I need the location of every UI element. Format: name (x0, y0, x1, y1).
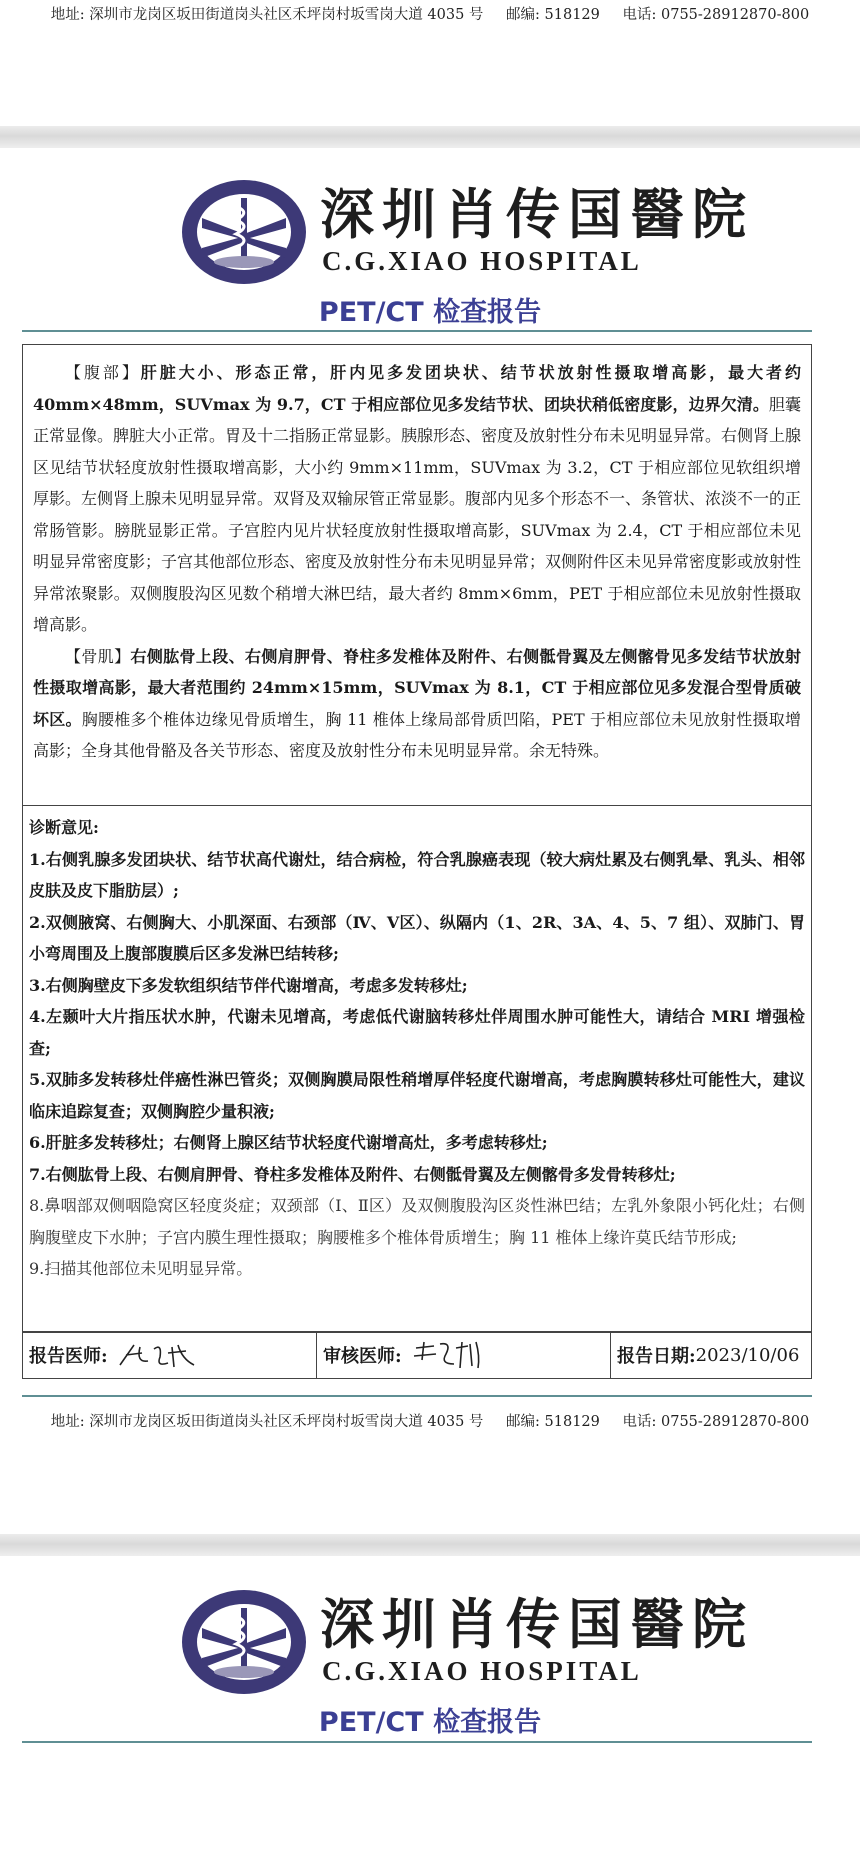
hospital-header (0, 1578, 860, 1743)
phone: 电话: 0755-28912870-800 (622, 1414, 810, 1430)
abdomen-key-findings: 肝脏大小、形态正常，肝内见多发团块状、结节状放射性摄取增高影，最大者约 40mm×48mm，SUVmax 为 9.7，CT 于相应部位见多发结节状、团块状稍低密度影，边界欠清。 (33, 363, 801, 414)
hospital-name-cn: 深圳肖传国醫院 (320, 1592, 754, 1656)
signature-row (22, 1331, 812, 1379)
diagnosis-heading: 诊断意见: (29, 818, 99, 837)
bone-other-findings: 胸腰椎多个椎体边缘见骨质增生，胸 11 椎体上缘局部骨质凹陷，PET 于相应部位未见放射性摄取增高影；全身其他骨骼及各关节形态、密度及放射性分布未见明显异常。余无特殊。 (33, 709, 801, 760)
footer-divider (22, 1395, 812, 1397)
diagnosis-item: 2.双侧腋窝、右侧胸大、小肌深面、右颈部（Ⅳ、Ⅴ区）、纵隔内（1、2R、3A、4、5、7 组）、双肺门、胃小弯周围及上腹部腹膜后区多发淋巴结转移; (29, 912, 805, 963)
address-bar-bottom (0, 1410, 860, 1431)
report-doctor-label: 报告医师: (29, 1346, 108, 1367)
report-date: 2023/10/06 (695, 1344, 800, 1366)
review-doctor-cell (317, 1332, 611, 1378)
bone-key-findings: 右侧肱骨上段、右侧肩胛骨、脊柱多发椎体及附件、右侧骶骨翼及左侧髂骨见多发结节状放射性摄取增高影，最大者范围约 24mm×15mm，SUVmax 为 8.1，CT 于相应部位见多发混合型骨质破坏区。 (33, 646, 801, 729)
review-doctor-signature-icon (410, 1338, 486, 1372)
report-title: PET/CT 检查报告 (318, 1707, 542, 1738)
hospital-logo-icon (180, 1588, 308, 1696)
diagnosis-box (22, 804, 812, 1333)
hospital-header (0, 168, 860, 333)
page-separator (0, 126, 860, 148)
bone-findings (33, 641, 801, 767)
abdomen-other-findings: 胆囊正常显像。脾脏大小正常。胃及十二指肠正常显影。胰腺形态、密度及放射性分布未见明显异常。右侧肾上腺区见结节状轻度放射性摄取增高影，大小约 9mm×11mm，SUVmax 为 3.2，CT 于相应部位见软组织增厚影。左侧肾上腺未见明显异常。双肾及双输尿管正常显影。腹部内见多个形态不一、条管状、浓淡不一的正常肠管影。膀胱显影正常。子宫腔内见片状轻度放射性摄取增高影，SUVmax 为 2.4，CT 于相应部位未见明显异常密度影；子宫其他部位形态、密度及放射性分布未见明显异常；双侧附件区未见异常密度影或放射性异常浓聚影。双侧腹股沟区见数个稍增大淋巴结，最大者约 8mm×6mm，PET 于相应部位未见放射性摄取增高影。 (33, 394, 802, 634)
findings-box (22, 344, 812, 806)
postcode: 邮编: 518129 (506, 1414, 600, 1430)
hospital-name-en: C.G.XIAO HOSPITAL (322, 246, 642, 276)
diagnosis-item: 9.扫描其他部位未见明显异常。 (29, 1259, 253, 1278)
hospital-name-cn: 深圳肖传国醫院 (320, 182, 754, 246)
diagnosis-item: 7.右侧肱骨上段、右侧肩胛骨、脊柱多发椎体及附件、右侧骶骨翼及左侧髂骨多发骨转移灶; (29, 1164, 676, 1184)
report-date-label: 报告日期: (617, 1346, 696, 1367)
header-divider (22, 1741, 812, 1743)
diagnosis-item: 4.左颞叶大片指压状水肿，代谢未见增高，考虑低代谢脑转移灶伴周围水肿可能性大，请结合 MRI 增强检查; (29, 1007, 805, 1058)
address-bar-top (0, 3, 860, 24)
address-label: 地址: (50, 7, 85, 23)
bone-tag: 【骨肌】 (65, 646, 131, 666)
header-divider (22, 330, 812, 332)
diagnosis-item: 6.肝脏多发转移灶；右侧肾上腺区结节状轻度代谢增高灶，多考虑转移灶; (29, 1133, 548, 1152)
diagnosis-item: 8.鼻咽部双侧咽隐窝区轻度炎症；双颈部（Ⅰ、Ⅱ区）及双侧腹股沟区炎性淋巴结；左乳外象限小钙化灶；右侧胸腹壁皮下水肿；子宫内膜生理性摄取；胸腰椎多个椎体骨质增生；胸 11 椎体上缘许莫氏结节形成; (29, 1196, 805, 1247)
phone: 电话: 0755-28912870-800 (622, 7, 810, 23)
report-doctor-signature-icon (116, 1339, 202, 1371)
page-separator (0, 1534, 860, 1556)
report-doctor-cell (23, 1332, 317, 1378)
diagnosis-item: 5.双肺多发转移灶伴癌性淋巴管炎；双侧胸膜局限性稍增厚伴轻度代谢增高，考虑胸膜转移灶可能性大，建议临床追踪复查；双侧胸腔少量积液; (29, 1070, 805, 1121)
review-doctor-label: 审核医师: (323, 1346, 402, 1367)
diagnosis-item: 3.右侧胸壁皮下多发软组织结节伴代谢增高，考虑多发转移灶; (29, 975, 468, 995)
address-text: 深圳市龙岗区坂田街道岗头社区禾坪岗村坂雪岗大道 4035 号 (89, 1414, 484, 1430)
hospital-name-en: C.G.XIAO HOSPITAL (322, 1656, 642, 1686)
diagnosis-item: 1.右侧乳腺多发团块状、结节状高代谢灶，结合病检，符合乳腺癌表现（较大病灶累及右侧乳晕、乳头、相邻皮肤及皮下脂肪层）; (29, 849, 805, 900)
abdomen-findings (33, 357, 801, 641)
report-date-cell (611, 1332, 809, 1378)
abdomen-tag: 【腹部】 (65, 363, 141, 382)
postcode: 邮编: 518129 (506, 7, 600, 23)
address-label: 地址: (50, 1414, 85, 1430)
report-title: PET/CT 检查报告 (318, 297, 542, 328)
hospital-logo-icon (180, 178, 308, 286)
address-text: 深圳市龙岗区坂田街道岗头社区禾坪岗村坂雪岗大道 4035 号 (89, 7, 484, 23)
